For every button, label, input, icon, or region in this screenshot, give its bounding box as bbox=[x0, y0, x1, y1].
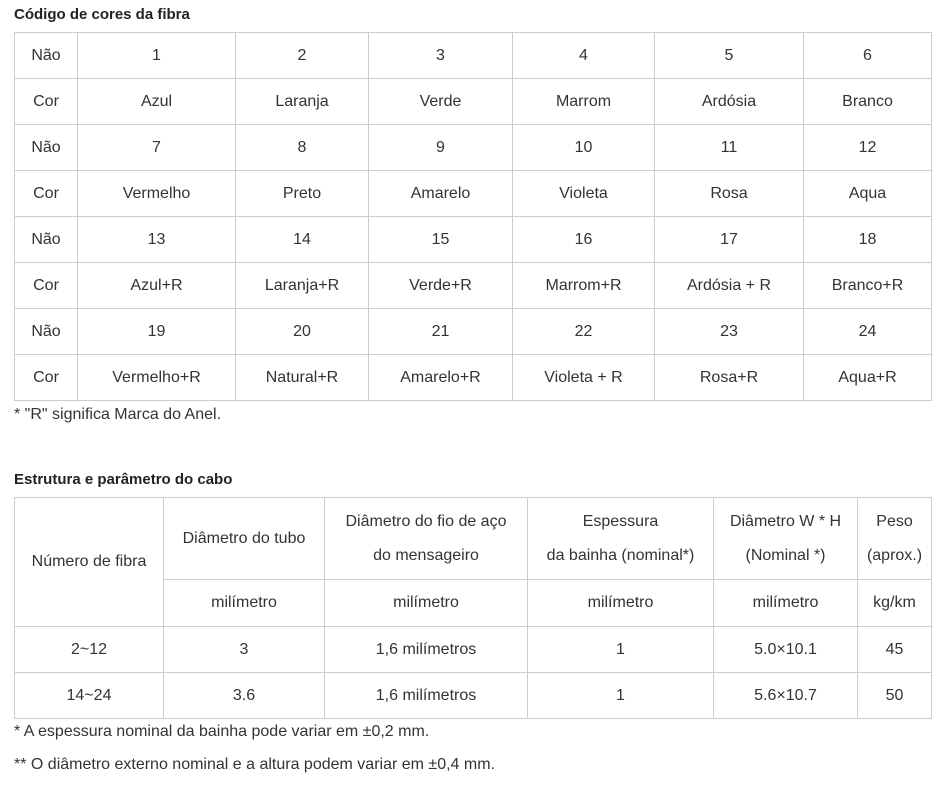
color-cell: Marrom+R bbox=[513, 263, 655, 309]
number-cell: 6 bbox=[804, 33, 932, 79]
wh-cell: 5.0×10.1 bbox=[714, 627, 858, 673]
number-cell: 19 bbox=[78, 309, 236, 355]
number-cell: 21 bbox=[369, 309, 513, 355]
color-cell: Branco bbox=[804, 79, 932, 125]
color-cell: Azul bbox=[78, 79, 236, 125]
tube-cell: 3 bbox=[164, 627, 325, 673]
header-weight-line2: (aprox.) bbox=[866, 546, 923, 564]
header-weight-line1: Peso bbox=[876, 512, 913, 530]
color-cell: Violeta bbox=[513, 171, 655, 217]
number-cell: 3 bbox=[369, 33, 513, 79]
number-cell: 4 bbox=[513, 33, 655, 79]
color-cell: Amarelo+R bbox=[369, 355, 513, 401]
header-wire-diameter bbox=[325, 498, 528, 580]
number-cell: 11 bbox=[655, 125, 804, 171]
color-cell: Verde bbox=[369, 79, 513, 125]
number-cell: 14 bbox=[236, 217, 369, 263]
table-row bbox=[15, 673, 932, 719]
row-label: Não bbox=[15, 33, 78, 79]
color-table-row bbox=[15, 125, 932, 171]
number-cell: 20 bbox=[236, 309, 369, 355]
number-cell: 2 bbox=[236, 33, 369, 79]
color-code-table bbox=[14, 32, 932, 401]
number-cell: 18 bbox=[804, 217, 932, 263]
color-table-row bbox=[15, 355, 932, 401]
color-cell: Laranja+R bbox=[236, 263, 369, 309]
unit-cell: milímetro bbox=[325, 580, 528, 627]
number-cell: 17 bbox=[655, 217, 804, 263]
number-cell: 5 bbox=[655, 33, 804, 79]
header-wh-line2: (Nominal *) bbox=[745, 546, 826, 564]
header-wire-line2: do mensageiro bbox=[373, 546, 479, 564]
number-cell: 10 bbox=[513, 125, 655, 171]
number-cell: 22 bbox=[513, 309, 655, 355]
wh-cell: 5.6×10.7 bbox=[714, 673, 858, 719]
sheath-cell: 1 bbox=[528, 673, 714, 719]
unit-cell: milímetro bbox=[714, 580, 858, 627]
number-cell: 15 bbox=[369, 217, 513, 263]
weight-cell: 50 bbox=[858, 673, 932, 719]
color-cell: Preto bbox=[236, 171, 369, 217]
fiber-count-cell: 2~12 bbox=[15, 627, 164, 673]
cable-structure-table bbox=[14, 497, 932, 719]
color-cell: Aqua+R bbox=[804, 355, 932, 401]
color-cell: Vermelho+R bbox=[78, 355, 236, 401]
color-cell: Rosa+R bbox=[655, 355, 804, 401]
wire-cell: 1,6 milímetros bbox=[325, 627, 528, 673]
row-label: Não bbox=[15, 309, 78, 355]
color-cell: Aqua bbox=[804, 171, 932, 217]
diameter-tolerance-note: ** O diâmetro externo nominal e a altura podem variar em ±0,4 mm. bbox=[14, 756, 495, 773]
header-wh-line1: Diâmetro W * H bbox=[729, 512, 842, 530]
number-cell: 1 bbox=[78, 33, 236, 79]
color-cell: Rosa bbox=[655, 171, 804, 217]
color-code-title: Código de cores da fibra bbox=[14, 6, 190, 23]
header-sheath-thickness bbox=[528, 498, 714, 580]
color-cell: Marrom bbox=[513, 79, 655, 125]
ring-mark-note: * "R" significa Marca do Anel. bbox=[14, 406, 222, 423]
weight-cell: 45 bbox=[858, 627, 932, 673]
row-label: Não bbox=[15, 217, 78, 263]
row-label: Não bbox=[15, 125, 78, 171]
header-fiber-count: Número de fibra bbox=[15, 498, 164, 627]
number-cell: 13 bbox=[78, 217, 236, 263]
header-weight bbox=[858, 498, 932, 580]
sheath-tolerance-note: * A espessura nominal da bainha pode variar em ±0,2 mm. bbox=[14, 723, 430, 740]
row-label: Cor bbox=[15, 355, 78, 401]
header-wh-diameter bbox=[714, 498, 858, 580]
number-cell: 23 bbox=[655, 309, 804, 355]
table-row bbox=[15, 627, 932, 673]
color-cell: Natural+R bbox=[236, 355, 369, 401]
color-cell: Ardósia + R bbox=[655, 263, 804, 309]
color-table-row bbox=[15, 217, 932, 263]
color-cell: Verde+R bbox=[369, 263, 513, 309]
unit-cell: milímetro bbox=[528, 580, 714, 627]
color-cell: Vermelho bbox=[78, 171, 236, 217]
sheath-cell: 1 bbox=[528, 627, 714, 673]
cable-structure-title: Estrutura e parâmetro do cabo bbox=[14, 471, 233, 488]
color-cell: Azul+R bbox=[78, 263, 236, 309]
header-sheath-line2: da bainha (nominal*) bbox=[546, 546, 695, 564]
header-tube-diameter: Diâmetro do tubo bbox=[164, 498, 325, 580]
number-cell: 9 bbox=[369, 125, 513, 171]
tube-cell: 3.6 bbox=[164, 673, 325, 719]
header-wire-line1: Diâmetro do fio de aço bbox=[345, 512, 507, 530]
color-table-row bbox=[15, 263, 932, 309]
fiber-count-cell: 14~24 bbox=[15, 673, 164, 719]
unit-cell: milímetro bbox=[164, 580, 325, 627]
header-sheath-line1: Espessura bbox=[582, 512, 659, 530]
number-cell: 16 bbox=[513, 217, 655, 263]
unit-cell: kg/km bbox=[858, 580, 932, 627]
number-cell: 24 bbox=[804, 309, 932, 355]
number-cell: 12 bbox=[804, 125, 932, 171]
number-cell: 8 bbox=[236, 125, 369, 171]
number-cell: 7 bbox=[78, 125, 236, 171]
row-label: Cor bbox=[15, 263, 78, 309]
color-code-table-body bbox=[15, 33, 932, 401]
color-cell: Ardósia bbox=[655, 79, 804, 125]
row-label: Cor bbox=[15, 79, 78, 125]
color-cell: Branco+R bbox=[804, 263, 932, 309]
color-table-row bbox=[15, 33, 932, 79]
header-row bbox=[15, 498, 932, 580]
color-cell: Laranja bbox=[236, 79, 369, 125]
color-table-row bbox=[15, 79, 932, 125]
color-cell: Amarelo bbox=[369, 171, 513, 217]
color-table-row bbox=[15, 309, 932, 355]
wire-cell: 1,6 milímetros bbox=[325, 673, 528, 719]
color-table-row bbox=[15, 171, 932, 217]
color-cell: Violeta + R bbox=[513, 355, 655, 401]
row-label: Cor bbox=[15, 171, 78, 217]
